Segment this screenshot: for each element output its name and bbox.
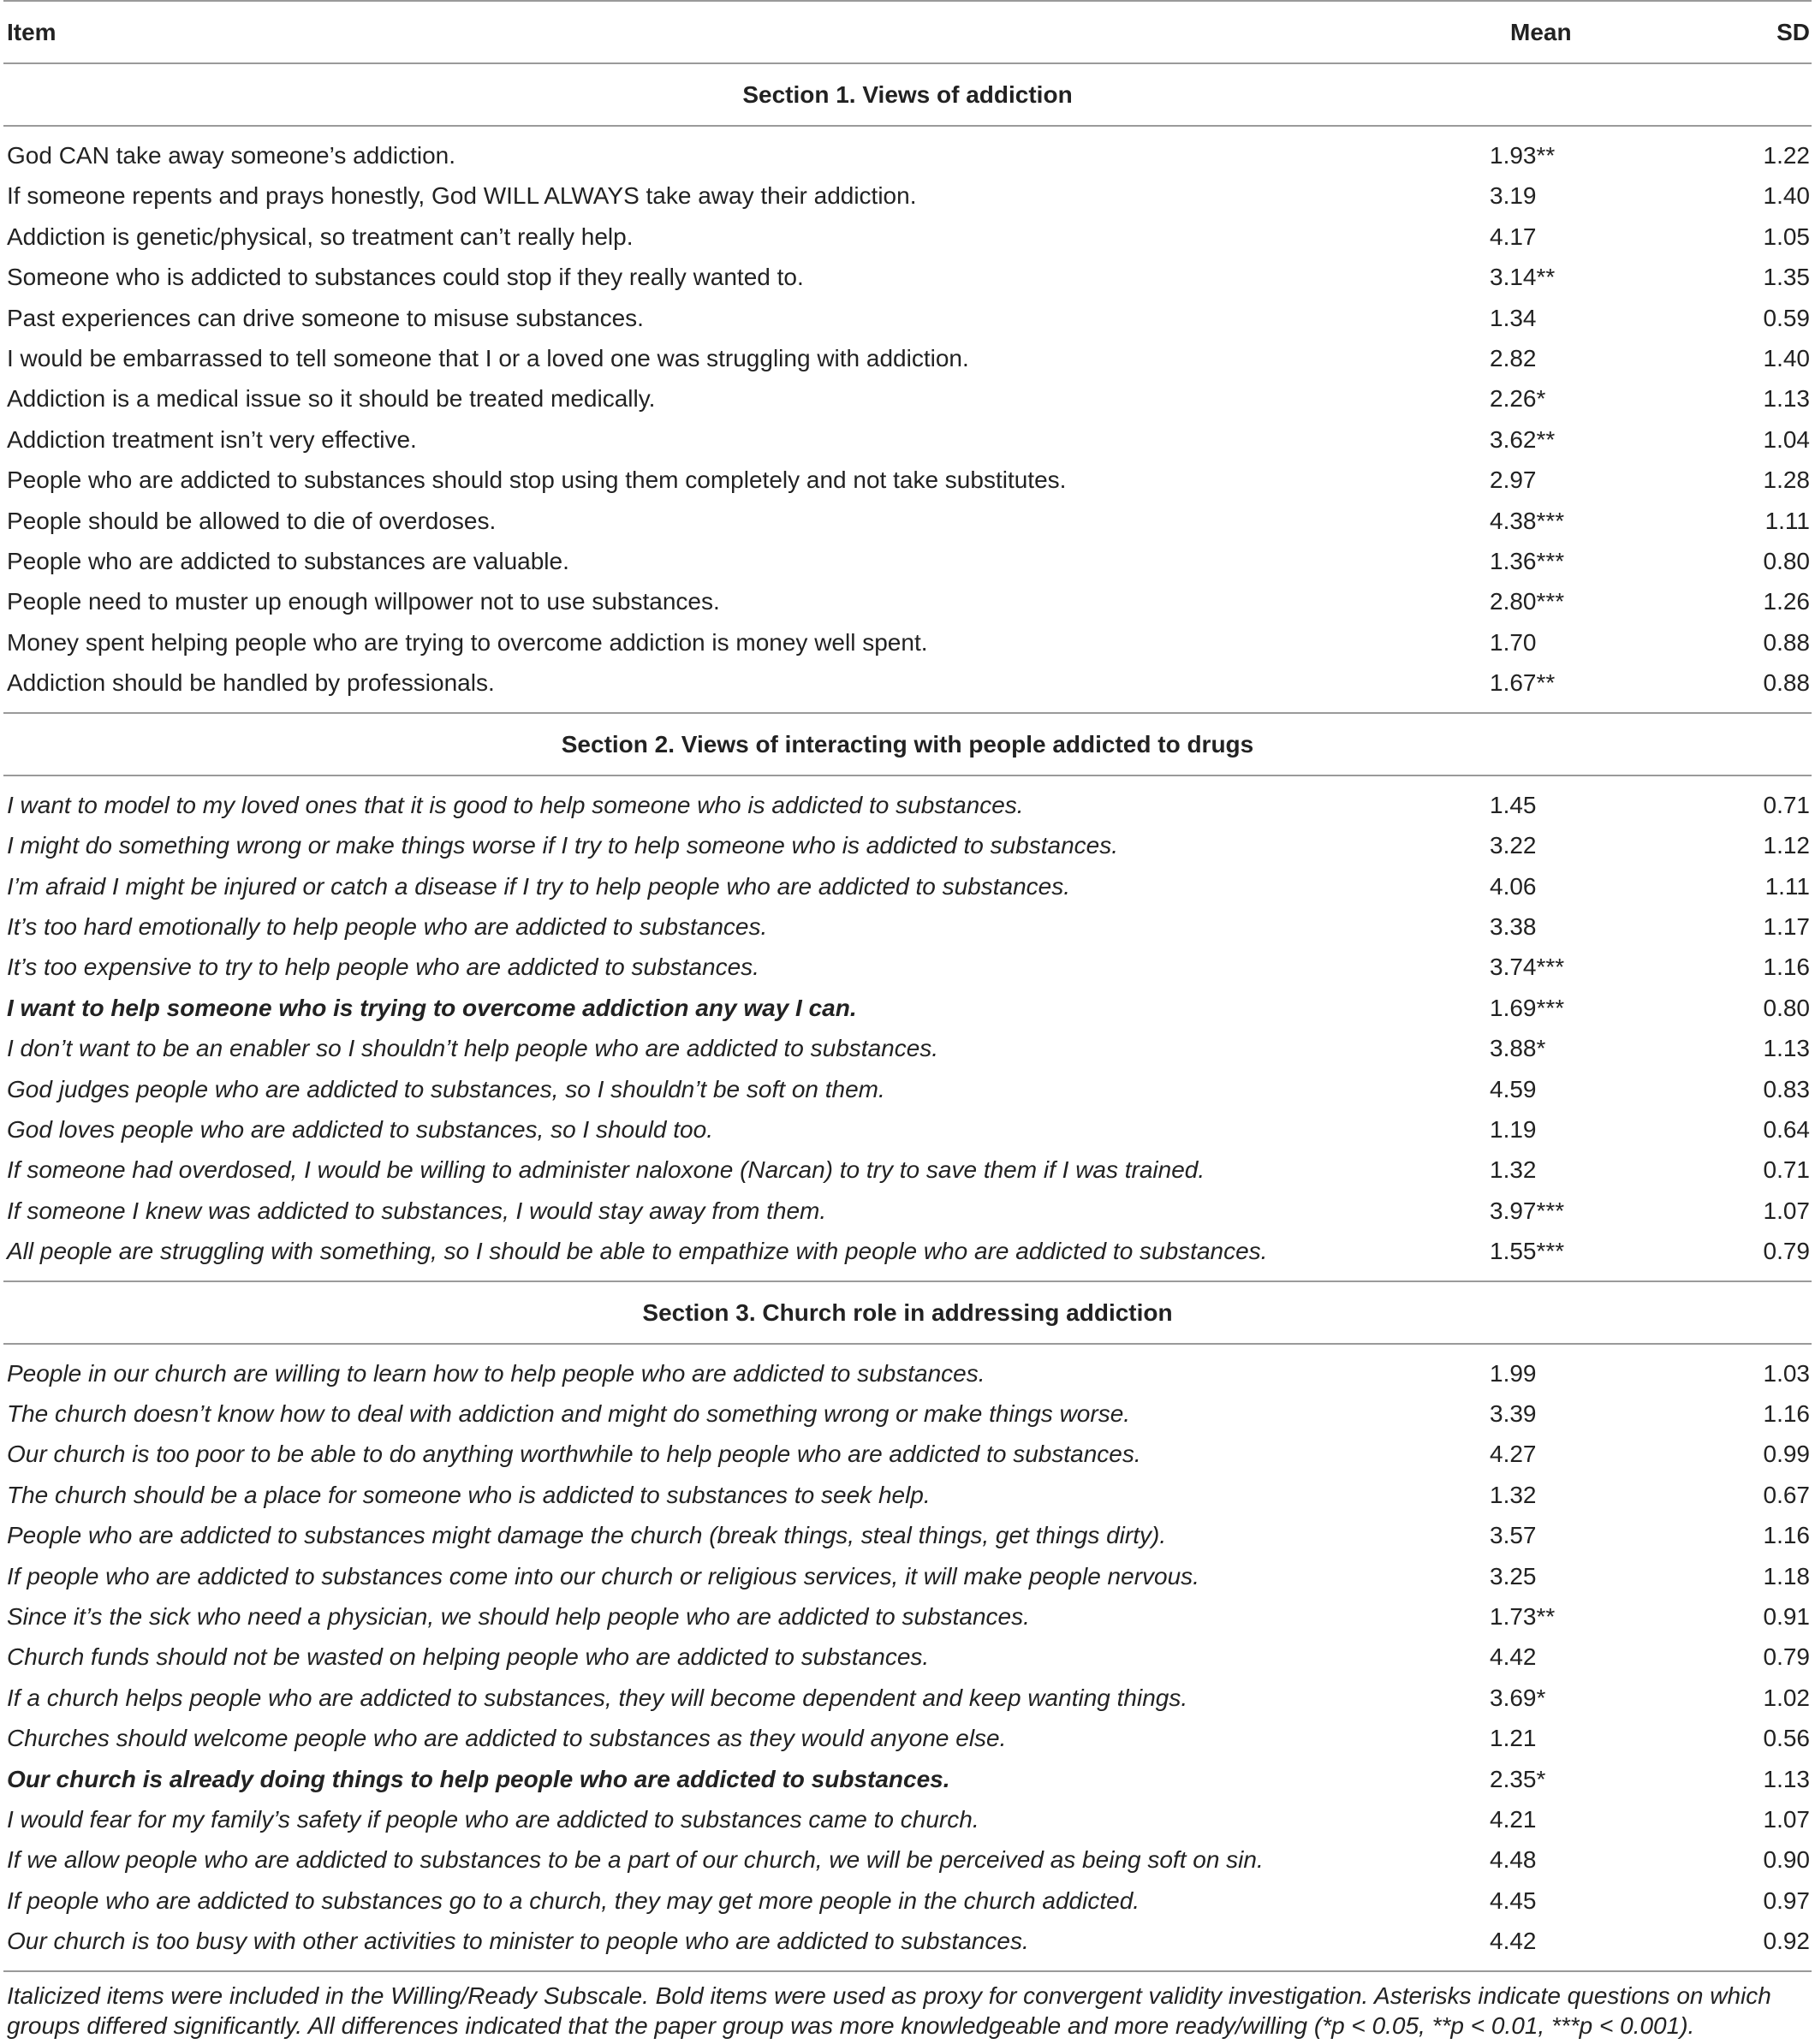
table-row (3, 1596, 1812, 1637)
mean-cell: 1.21 (1490, 1725, 1537, 1752)
mean-cell: 3.69* (1490, 1684, 1546, 1711)
mean-cell: 1.67** (1490, 669, 1556, 697)
sd-cell: 0.67 (1763, 1481, 1810, 1508)
table-row (3, 1109, 1812, 1150)
mean-cell: 1.99 (1490, 1359, 1537, 1387)
table-row (3, 1718, 1812, 1758)
item-cell: Our church is too busy with other activities to minister to people who are addicted to substances. (7, 1928, 1029, 1955)
mean-cell: 3.88* (1490, 1035, 1546, 1062)
mean-cell: 3.22 (1490, 832, 1537, 859)
sd-cell: 1.12 (1763, 832, 1810, 859)
table-row (3, 1759, 1812, 1799)
table-row (3, 866, 1812, 906)
results-table (3, 0, 1812, 1970)
mean-cell: 4.59 (1490, 1075, 1537, 1102)
sd-cell: 1.16 (1763, 1522, 1810, 1549)
item-cell: I would fear for my family’s safety if people who are addicted to substances came to church. (7, 1806, 979, 1833)
sd-cell: 0.56 (1763, 1725, 1810, 1752)
mean-cell: 1.69*** (1490, 994, 1565, 1021)
item-cell: People should be allowed to die of overdoses. (7, 507, 497, 534)
item-cell: Our church is too poor to be able to do anything worthwhile to help people who are addicted to substances. (7, 1441, 1141, 1468)
mean-cell: 3.39 (1490, 1399, 1537, 1427)
sd-cell: 1.18 (1763, 1562, 1810, 1589)
sd-cell: 0.80 (1763, 994, 1810, 1021)
item-cell: If a church helps people who are addicted to substances, they will become dependent and keep wanting things. (7, 1684, 1188, 1711)
sd-cell: 0.79 (1763, 1643, 1810, 1671)
item-cell: People who are addicted to substances are valuable. (7, 548, 569, 575)
item-cell: I want to model to my loved ones that it is good to help someone who is addicted to substances. (7, 791, 1024, 818)
item-cell: Addiction treatment isn’t very effective. (7, 425, 417, 453)
sd-cell: 0.99 (1763, 1441, 1810, 1468)
item-cell: Money spent helping people who are trying to overcome addiction is money well spent. (7, 628, 928, 656)
mean-cell: 3.74*** (1490, 954, 1565, 981)
item-cell: It’s too expensive to try to help people who are addicted to substances. (7, 954, 759, 981)
table-row (3, 1150, 1812, 1190)
mean-cell: 4.38*** (1490, 507, 1565, 534)
sd-cell: 0.71 (1763, 1156, 1810, 1184)
sd-cell: 1.13 (1763, 1765, 1810, 1792)
item-cell: It’s too hard emotionally to help people who are addicted to substances. (7, 912, 768, 940)
mean-cell: 1.19 (1490, 1115, 1537, 1143)
sd-cell: 0.59 (1763, 304, 1810, 331)
sd-cell: 0.90 (1763, 1846, 1810, 1874)
item-cell: Addiction is genetic/physical, so treatment can’t really help. (7, 223, 634, 250)
mean-cell: 3.57 (1490, 1522, 1537, 1549)
section-header-row (3, 713, 1812, 775)
mean-cell: 1.32 (1490, 1481, 1537, 1508)
table-row (3, 988, 1812, 1028)
mean-cell: 2.82 (1490, 345, 1537, 372)
mean-cell: 2.97 (1490, 466, 1537, 494)
mean-cell: 1.34 (1490, 304, 1537, 331)
item-cell: Addiction is a medical issue so it should be treated medically. (7, 385, 656, 413)
table-row (3, 1678, 1812, 1718)
table-row (3, 1515, 1812, 1555)
mean-cell: 2.35* (1490, 1765, 1546, 1792)
sd-cell: 0.83 (1763, 1075, 1810, 1102)
table-row (3, 541, 1812, 581)
item-cell: If people who are addicted to substances go to a church, they may get more people in the church addicted. (7, 1887, 1140, 1914)
mean-cell: 4.06 (1490, 872, 1537, 900)
mean-cell: 1.32 (1490, 1156, 1537, 1184)
sd-cell: 1.11 (1764, 872, 1810, 900)
item-cell: God judges people who are addicted to substances, so I shouldn’t be soft on them. (7, 1075, 885, 1102)
section-header-row (3, 1281, 1812, 1344)
item-cell: People in our church are willing to learn how to help people who are addicted to substances. (7, 1359, 985, 1387)
table-row (3, 460, 1812, 500)
item-cell: Churches should welcome people who are addicted to substances as they would anyone else. (7, 1725, 1007, 1752)
table-row (3, 1393, 1812, 1434)
mean-cell: 1.70 (1490, 628, 1537, 656)
section-title: Section 1. Views of addiction (3, 63, 1812, 126)
table-row (3, 175, 1812, 216)
item-cell: I would be embarrassed to tell someone that I or a loved one was struggling with addiction. (7, 345, 969, 372)
table-row (3, 663, 1812, 712)
item-cell: God loves people who are addicted to substances, so I should too. (7, 1115, 713, 1143)
mean-cell: 4.45 (1490, 1887, 1537, 1914)
sd-cell: 1.13 (1763, 385, 1810, 413)
item-cell: God CAN take away someone’s addiction. (7, 142, 455, 169)
sd-cell: 0.92 (1763, 1928, 1810, 1955)
table-row (3, 906, 1812, 947)
item-cell: I might do something wrong or make things worse if I try to help someone who is addicted to substances. (7, 832, 1118, 859)
mean-cell: 2.80*** (1490, 588, 1565, 615)
sd-cell: 0.79 (1763, 1238, 1810, 1265)
table-row (3, 217, 1812, 257)
item-cell: Someone who is addicted to substances could stop if they really wanted to. (7, 264, 804, 291)
mean-cell: 4.42 (1490, 1643, 1537, 1671)
table-row (3, 1231, 1812, 1280)
item-cell: The church should be a place for someone who is addicted to substances to seek help. (7, 1481, 931, 1508)
sd-cell: 0.88 (1763, 669, 1810, 697)
sd-cell: 1.35 (1763, 264, 1810, 291)
table-row (3, 1475, 1812, 1515)
sd-cell: 1.26 (1763, 588, 1810, 615)
sd-cell: 0.80 (1763, 548, 1810, 575)
sd-cell: 1.16 (1763, 954, 1810, 981)
item-cell: All people are struggling with something, so I should be able to empathize with people who are addicted to substances. (7, 1238, 1268, 1265)
mean-cell: 3.19 (1490, 182, 1537, 210)
item-cell: People need to muster up enough willpower not to use substances. (7, 588, 720, 615)
section-header-row (3, 63, 1812, 126)
column-header-item: Item (7, 19, 57, 45)
item-cell: Since it’s the sick who need a physician, we should help people who are addicted to substances. (7, 1603, 1030, 1630)
sd-cell: 1.02 (1763, 1684, 1810, 1711)
mean-cell: 1.73** (1490, 1603, 1556, 1630)
sd-cell: 1.22 (1763, 142, 1810, 169)
section-title: Section 2. Views of interacting with people addicted to drugs (3, 713, 1812, 775)
table-row (3, 1881, 1812, 1921)
item-cell: If someone had overdosed, I would be willing to administer naloxone (Narcan) to try to save them if I was trained. (7, 1156, 1205, 1184)
table-row (3, 1344, 1812, 1393)
sd-cell: 0.88 (1763, 628, 1810, 656)
sd-cell: 1.07 (1763, 1197, 1810, 1224)
sd-cell: 1.07 (1763, 1806, 1810, 1833)
table-row (3, 947, 1812, 987)
item-cell: People who are addicted to substances might damage the church (break things, steal things, get things dirty). (7, 1522, 1167, 1549)
mean-cell: 3.97*** (1490, 1197, 1565, 1224)
sd-cell: 0.97 (1763, 1887, 1810, 1914)
sd-cell: 0.64 (1763, 1115, 1810, 1143)
table-row (3, 1191, 1812, 1231)
sd-cell: 1.13 (1763, 1035, 1810, 1062)
item-cell: I don’t want to be an enabler so I shouldn’t help people who are addicted to substances. (7, 1035, 939, 1062)
table-row (3, 775, 1812, 825)
sd-cell: 1.16 (1763, 1399, 1810, 1427)
sd-cell: 1.40 (1763, 345, 1810, 372)
mean-cell: 3.62** (1490, 425, 1556, 453)
item-cell: If we allow people who are addicted to substances to be a part of our church, we will be perceived as being soft on sin. (7, 1846, 1264, 1874)
mean-cell: 4.21 (1490, 1806, 1537, 1833)
item-cell: If people who are addicted to substances come into our church or religious services, it will make people nervous. (7, 1562, 1199, 1589)
mean-cell: 4.42 (1490, 1928, 1537, 1955)
table-row (3, 338, 1812, 378)
mean-cell: 4.27 (1490, 1441, 1537, 1468)
table-body (3, 63, 1812, 1970)
mean-cell: 1.45 (1490, 791, 1537, 818)
sd-cell: 0.91 (1763, 1603, 1810, 1630)
item-cell: People who are addicted to substances should stop using them completely and not take substitutes. (7, 466, 1067, 494)
table-row (3, 298, 1812, 338)
mean-cell: 2.26* (1490, 385, 1546, 413)
header-row (3, 1, 1812, 63)
table-container (3, 0, 1812, 2041)
item-cell: Past experiences can drive someone to misuse substances. (7, 304, 644, 331)
table-row (3, 419, 1812, 460)
table-row (3, 126, 1812, 175)
table-row (3, 825, 1812, 865)
table-row (3, 1556, 1812, 1596)
sd-cell: 1.05 (1763, 223, 1810, 250)
table-row (3, 257, 1812, 297)
table-row (3, 1799, 1812, 1839)
mean-cell: 3.38 (1490, 912, 1537, 940)
table-row (3, 581, 1812, 621)
sd-cell: 1.11 (1764, 507, 1810, 534)
mean-cell: 1.55*** (1490, 1238, 1565, 1265)
item-cell: Addiction should be handled by professionals. (7, 669, 495, 697)
sd-cell: 1.17 (1763, 912, 1810, 940)
table-row (3, 1028, 1812, 1068)
item-cell: Our church is already doing things to help people who are addicted to substances. (7, 1765, 950, 1792)
table-row (3, 622, 1812, 663)
mean-cell: 4.17 (1490, 223, 1537, 250)
section-title: Section 3. Church role in addressing addiction (3, 1281, 1812, 1344)
table-row (3, 1434, 1812, 1474)
item-cell: Church funds should not be wasted on helping people who are addicted to substances. (7, 1643, 930, 1671)
table-row (3, 378, 1812, 419)
sd-cell: 1.28 (1763, 466, 1810, 494)
sd-cell: 1.40 (1763, 182, 1810, 210)
table-row (3, 501, 1812, 541)
table-row (3, 1069, 1812, 1109)
table-footnote: Italicized items were included in the Willing/Ready Subscale. Bold items were used as proxy for convergent validity investigation. Asterisks indicate questions on which groups differed significantly. All differences indicated that the paper group was more knowledgeable and more ready/willing (*p < 0.05, **p < 0.01, ***p < 0.001). (3, 1970, 1812, 2041)
item-cell: The church doesn’t know how to deal with addiction and might do something wrong or make things worse. (7, 1399, 1131, 1427)
item-cell: I want to help someone who is trying to overcome addiction any way I can. (7, 994, 857, 1021)
sd-cell: 1.04 (1763, 425, 1810, 453)
column-header-sd: SD (1776, 19, 1810, 45)
mean-cell: 4.48 (1490, 1846, 1537, 1874)
mean-cell: 1.36*** (1490, 548, 1565, 575)
table-row (3, 1839, 1812, 1880)
sd-cell: 1.03 (1763, 1359, 1810, 1387)
sd-cell: 0.71 (1763, 791, 1810, 818)
item-cell: If someone repents and prays honestly, God WILL ALWAYS take away their addiction. (7, 182, 917, 210)
mean-cell: 1.93** (1490, 142, 1556, 169)
mean-cell: 3.14** (1490, 264, 1556, 291)
mean-cell: 3.25 (1490, 1562, 1537, 1589)
table-row (3, 1637, 1812, 1677)
column-header-mean: Mean (1510, 19, 1572, 45)
item-cell: I’m afraid I might be injured or catch a disease if I try to help people who are addicted to substances. (7, 872, 1071, 900)
item-cell: If someone I knew was addicted to substances, I would stay away from them. (7, 1197, 827, 1224)
table-row (3, 1921, 1812, 1970)
